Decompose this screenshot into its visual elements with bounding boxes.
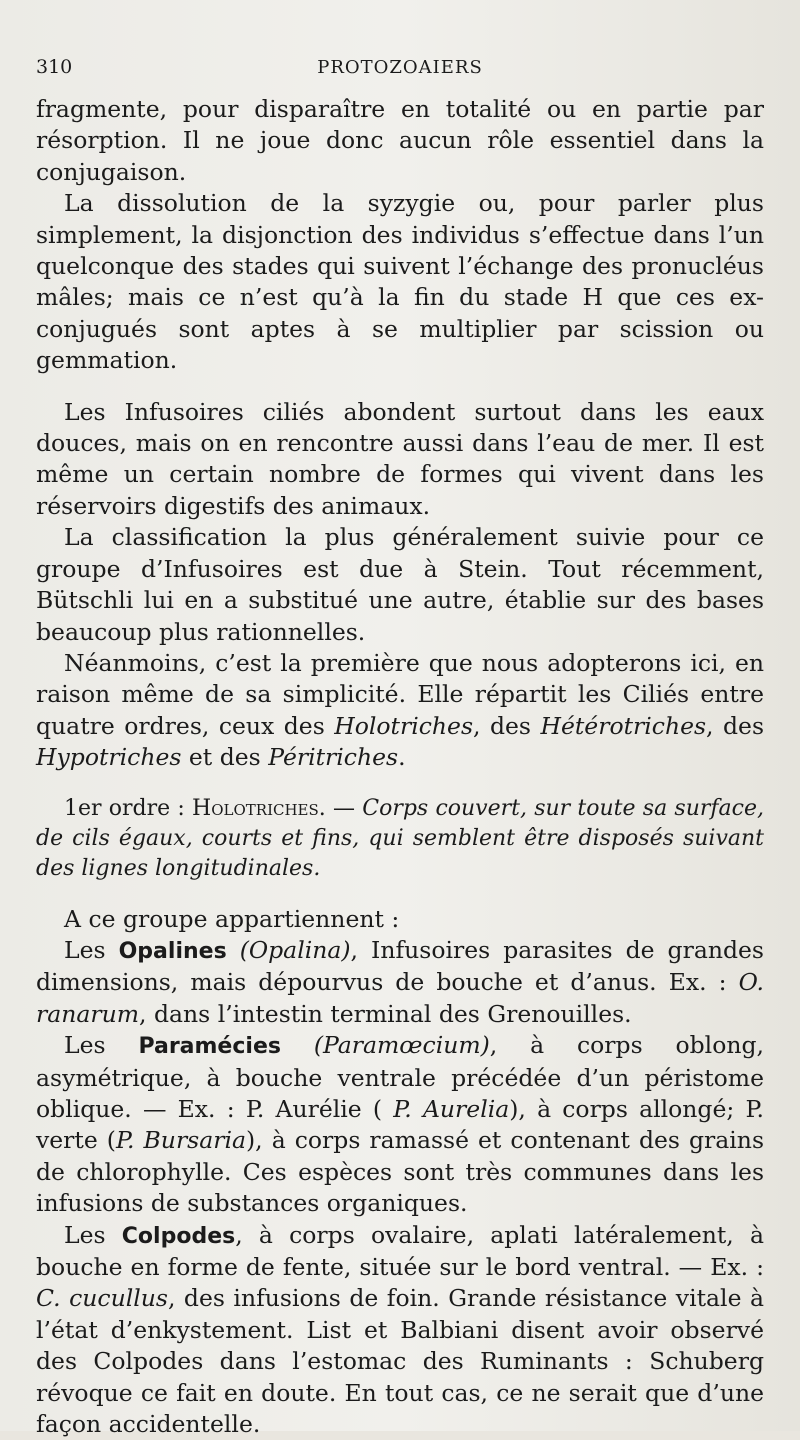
paragraph-paramecies: Les Paramécies (Paramœcium), à corps oblong, asymétrique, à bouche ventrale précédée d’un péristome oblique. — Ex. : P. Aurélie ( P. Aurelia), à corps allongé; P. verte (P. Bursaria), à corps ramassé et contenant des grains de chlorophylle. Ces espèces sont très communes dans les infusions de substances organiques. xyxy=(36,1031,765,1218)
paragraph-opalines: Les Opalines (Opalina), Infusoires parasites de grandes dimensions, mais dépourvus de bouche et d’anus. Ex. : O. ranarum, dans l’intestin terminal des Grenouilles. xyxy=(36,935,764,1028)
page-number: 310 xyxy=(36,56,73,78)
order-description: Corps couvert, sur toute sa surface, de cils égaux, courts et fins, qui semblent être disposés suivant des lignes longitudinales. xyxy=(36,795,764,881)
order-holotriches: 1er ordre : Holotriches. — Corps couvert, sur toute sa surface, de cils égaux, courts et fins, qui semblent être disposés suivant des lignes longitudinales. xyxy=(36,795,764,881)
paragraph-colpodes: Les Colpodes, à corps ovalaire, aplati latéralement, à bouche en forme de fente, située sur le bord ventral. — Ex. : C. cucullus, des infusions de foin. Grande résistance vitale à l’état d’enkystement. List et Balbiani disent avoir observé des Colpodes dans l’estomac des Ruminants : Schuberg révoque ce fait en doute. En tout cas, ce ne serait que d’une façon accidentelle. xyxy=(36,1220,764,1439)
paragraph-syzygie: La dissolution de la syzygie ou, pour parler plus simplement, la disjonction des individus s’effectue dans l’un quelconque des stades qui suivent l’échange des pronucléus mâles; mais ce n’est qu’à la fin du stade H que ces ex-conjugués sont aptes à se multiplier par scission ou gemmation. xyxy=(36,189,764,375)
paragraph-orders: Néanmoins, c’est la première que nous adopterons ici, en raison même de sa simplicité. Elle répartit les Ciliés entre quatre ordres, ceux des Holotriches, des Hétérotriches, des Hypotriches et des Péritriches. xyxy=(36,648,765,772)
genus-opalines: Opalines xyxy=(118,938,227,964)
order-name: Holotriches xyxy=(192,795,319,821)
genus-colpodes: Colpodes xyxy=(121,1223,236,1249)
paragraph-group-intro: A ce groupe appartiennent : xyxy=(64,904,400,933)
running-head: PROTOZOAIERS xyxy=(317,57,483,78)
page-header xyxy=(36,56,764,90)
paragraph-classification: La classification la plus généralement suivie pour ce groupe d’Infusoires est due à Stein. Tout récemment, Bütschli lui en a substitué une autre, établie sur des bases beaucoup plus rationnelles. xyxy=(36,523,764,646)
order-label: 1er ordre : xyxy=(64,795,193,821)
paragraph-habitat: Les Infusoires ciliés abondent surtout dans les eaux douces, mais on en rencontre aussi dans l’eau de mer. Il est même un certain nombre de formes qui vivent dans les réservoirs digestifs des animaux. xyxy=(36,397,764,520)
genus-paramecies: Paramécies xyxy=(138,1034,281,1060)
paragraph-conjugaison: fragmente, pour disparaître en totalité ou en partie par résorption. Il ne joue donc aucun rôle essentiel dans la conjugaison. xyxy=(36,95,764,186)
